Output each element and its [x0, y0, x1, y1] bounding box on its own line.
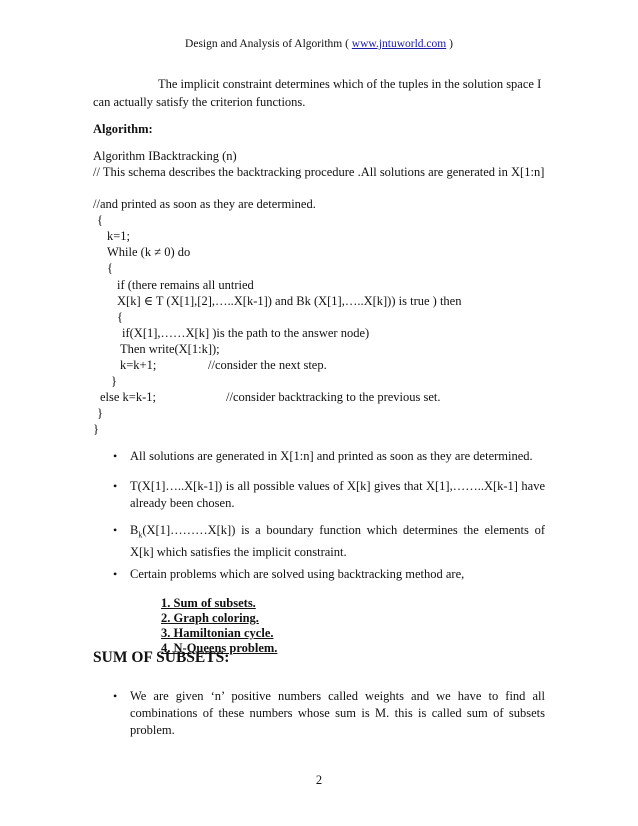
- code-line: {: [107, 261, 113, 275]
- code-line: {: [97, 213, 103, 227]
- code-comment: //consider backtracking to the previous set.: [226, 390, 441, 404]
- problem-item: 2. Graph coloring.: [161, 611, 259, 625]
- code-signature: Algorithm IBacktracking (n): [93, 149, 237, 163]
- bullet-icon: •: [113, 567, 118, 581]
- code-line: }: [111, 374, 117, 388]
- page-number: 2: [315, 773, 323, 787]
- section-heading: SUM OF SUBSETS:: [93, 649, 230, 666]
- section-bullet: We are given ‘n’ positive numbers called weights and we have to find all combinations of these numbers whose sum is M. this is called sum of subsets problem.: [130, 689, 545, 737]
- boundary-fn-paren: (: [142, 523, 147, 537]
- bullet-icon: •: [113, 449, 118, 463]
- code-line: k=1;: [107, 229, 131, 243]
- code-line: Then write(X[1:k]);: [120, 342, 220, 356]
- bullet-item-boundary-function: [130, 522, 545, 561]
- code-line: else k=k-1;: [100, 390, 156, 404]
- bullet-item: Certain problems which are solved using backtracking method are,: [130, 567, 465, 581]
- code-line: {: [117, 310, 123, 324]
- code-line: }: [97, 406, 103, 420]
- bullet-item: All solutions are generated in X[1:n] and printed as soon as they are determined.: [130, 449, 533, 463]
- header-title: Design and Analysis of Algorithm (: [185, 38, 352, 50]
- code-comment: //consider the next step.: [208, 358, 327, 372]
- code-line: X[k] ∈ T (X[1],[2],…..X[k-1]) and Bk (X[1],…..X[k])) is true ) then: [117, 294, 462, 308]
- problem-item: 3. Hamiltonian cycle.: [161, 626, 274, 640]
- bullet-icon: •: [113, 479, 118, 493]
- bullet-item: T(X[1]…..X[k-1]) is all possible values of X[k] gives that X[1],……..X[k-1] have already been chosen.: [130, 479, 545, 510]
- boundary-fn-text: X[1]………X[k]) is a boundary function which determines the elements of X[k] which satisfies the implicit constraint.: [130, 523, 545, 559]
- boundary-fn-subscript: k: [138, 530, 143, 540]
- page-header: [0, 37, 638, 51]
- boundary-fn-symbol: B: [130, 523, 139, 537]
- code-line: if(X[1],……X[k] )is the path to the answer node): [122, 326, 370, 340]
- code-line: k=k+1;: [120, 358, 157, 372]
- problem-item: 4. N-Queens problem.: [161, 641, 278, 655]
- algorithm-heading: Algorithm:: [93, 122, 153, 136]
- bullet-icon: •: [113, 689, 118, 703]
- code-comment-2: //and printed as soon as they are determined.: [93, 197, 316, 211]
- intro-line-1: The implicit constraint determines which of the tuples in the solution space I: [158, 77, 542, 91]
- header-suffix: ): [446, 38, 453, 50]
- header-link[interactable]: www.jntuworld.com: [351, 38, 447, 50]
- problem-item: 1. Sum of subsets.: [161, 596, 256, 610]
- intro-line-2: can actually satisfy the criterion functions.: [93, 95, 306, 109]
- code-line: While (k ≠ 0) do: [107, 245, 191, 259]
- code-line: if (there remains all untried: [117, 278, 254, 292]
- code-comment-1: // This schema describes the backtracking procedure .All solutions are generated in X[1:n]: [93, 165, 545, 179]
- code-line: }: [93, 422, 99, 436]
- bullet-icon: •: [113, 523, 118, 537]
